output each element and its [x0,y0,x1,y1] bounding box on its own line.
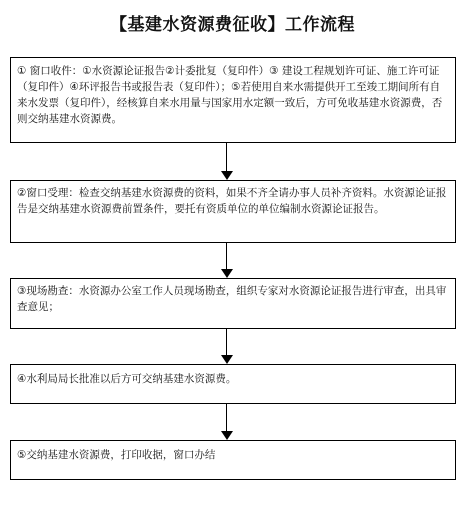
flow-step-2-box [10,180,456,243]
flow-step-4-box [10,364,456,404]
flow-step-2-text: ②窗口受理：检查交纳基建水资源费的资料，如果不齐全请办事人员补齐资料。水资源论证报告是交纳基建水资源费前置条件，要托有资质单位的单位编制水资源论证报告。 [17,187,447,215]
flow-step-1-box [10,57,456,143]
flow-arrow-1 [221,143,233,180]
flow-step-5-text: ⑤交纳基建水资源费，打印收据，窗口办结 [17,449,216,461]
flow-step-5-box [10,440,456,480]
flow-step-3-box [10,278,456,329]
flow-arrow-4-line [226,404,227,431]
page-title: 【基建水资源费征收】工作流程 [110,15,355,35]
flow-arrow-2-line [226,243,227,269]
flow-step-1-text: ① 窗口收件：①水资源论证报告②计委批复（复印件）③ 建设工程规划许可证、施工许可证（复印件）④环评报告书或报告表（复印件）；⑤若使用自来水需提供开工至竣工期间所有自来水发票（复印件），经核算自来水用量与国家用水定额一致后，方可免收基建水资源费，否则交纳基建水资源费。 [17,65,443,125]
flow-step-4-text: ④水利局局长批准以后方可交纳基建水资源费。 [17,373,237,385]
arrow-down-icon [221,355,233,364]
arrow-down-icon [221,171,233,180]
arrow-down-icon [221,269,233,278]
flow-arrow-2 [221,243,233,278]
flow-arrow-3 [221,329,233,364]
flow-step-3-text: ③现场勘查：水资源办公室工作人员现场勘查，组织专家对水资源论证报告进行审查，出具审查意见； [17,285,447,313]
flow-arrow-3-line [226,329,227,355]
flow-arrow-1-line [226,143,227,171]
flow-arrow-4 [221,404,233,440]
arrow-down-icon [221,431,233,440]
